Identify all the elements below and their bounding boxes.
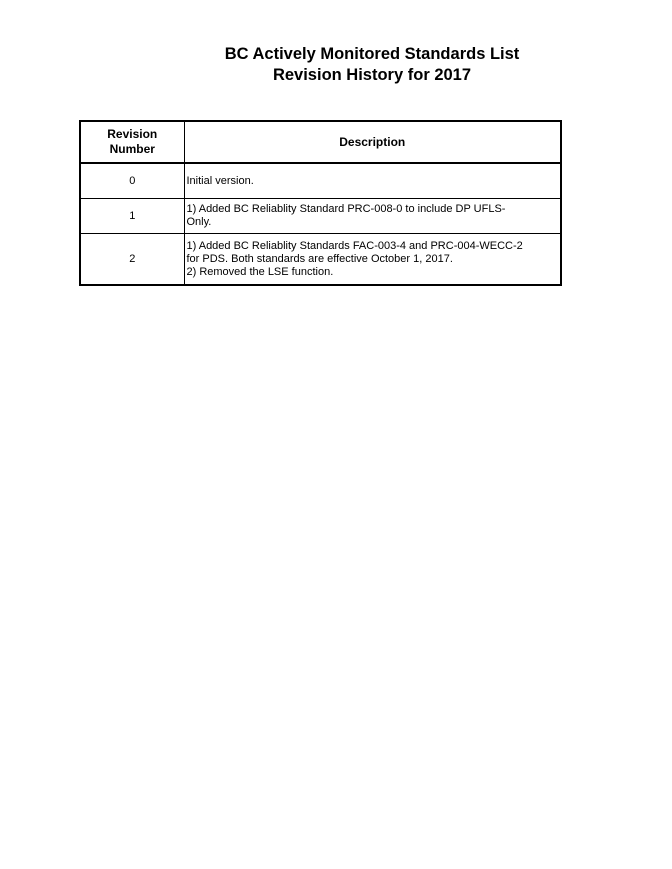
description-line: Only. <box>186 216 212 228</box>
table-header-row <box>80 121 561 163</box>
description-cell <box>184 234 561 286</box>
description-line: for PDS. Both standards are effective October 1, 2017. <box>186 252 453 265</box>
document-title <box>200 44 544 86</box>
title-line-2: Revision History for 2017 <box>272 66 472 84</box>
revision-number-cell: 0 <box>80 163 184 199</box>
description-cell <box>184 163 561 199</box>
table-row <box>80 234 561 286</box>
revision-number-cell: 2 <box>80 234 184 286</box>
revision-history-table <box>79 120 562 286</box>
header-revision-number: Revision Number <box>80 121 184 163</box>
header-description: Description <box>184 121 561 163</box>
table-row <box>80 199 561 234</box>
description-line: 1) Added BC Reliablity Standards FAC-003-4 and PRC-004-WECC-2 <box>186 239 523 252</box>
description-line: 1) Added BC Reliablity Standard PRC-008-0 to include DP UFLS- <box>186 203 506 215</box>
description-cell <box>184 199 561 234</box>
description-line: Initial version. <box>186 174 254 187</box>
description-line: 2) Removed the LSE function. <box>186 265 334 278</box>
revision-number-cell: 1 <box>80 199 184 234</box>
title-line-1: BC Actively Monitored Standards List <box>224 45 520 63</box>
table-row <box>80 163 561 199</box>
